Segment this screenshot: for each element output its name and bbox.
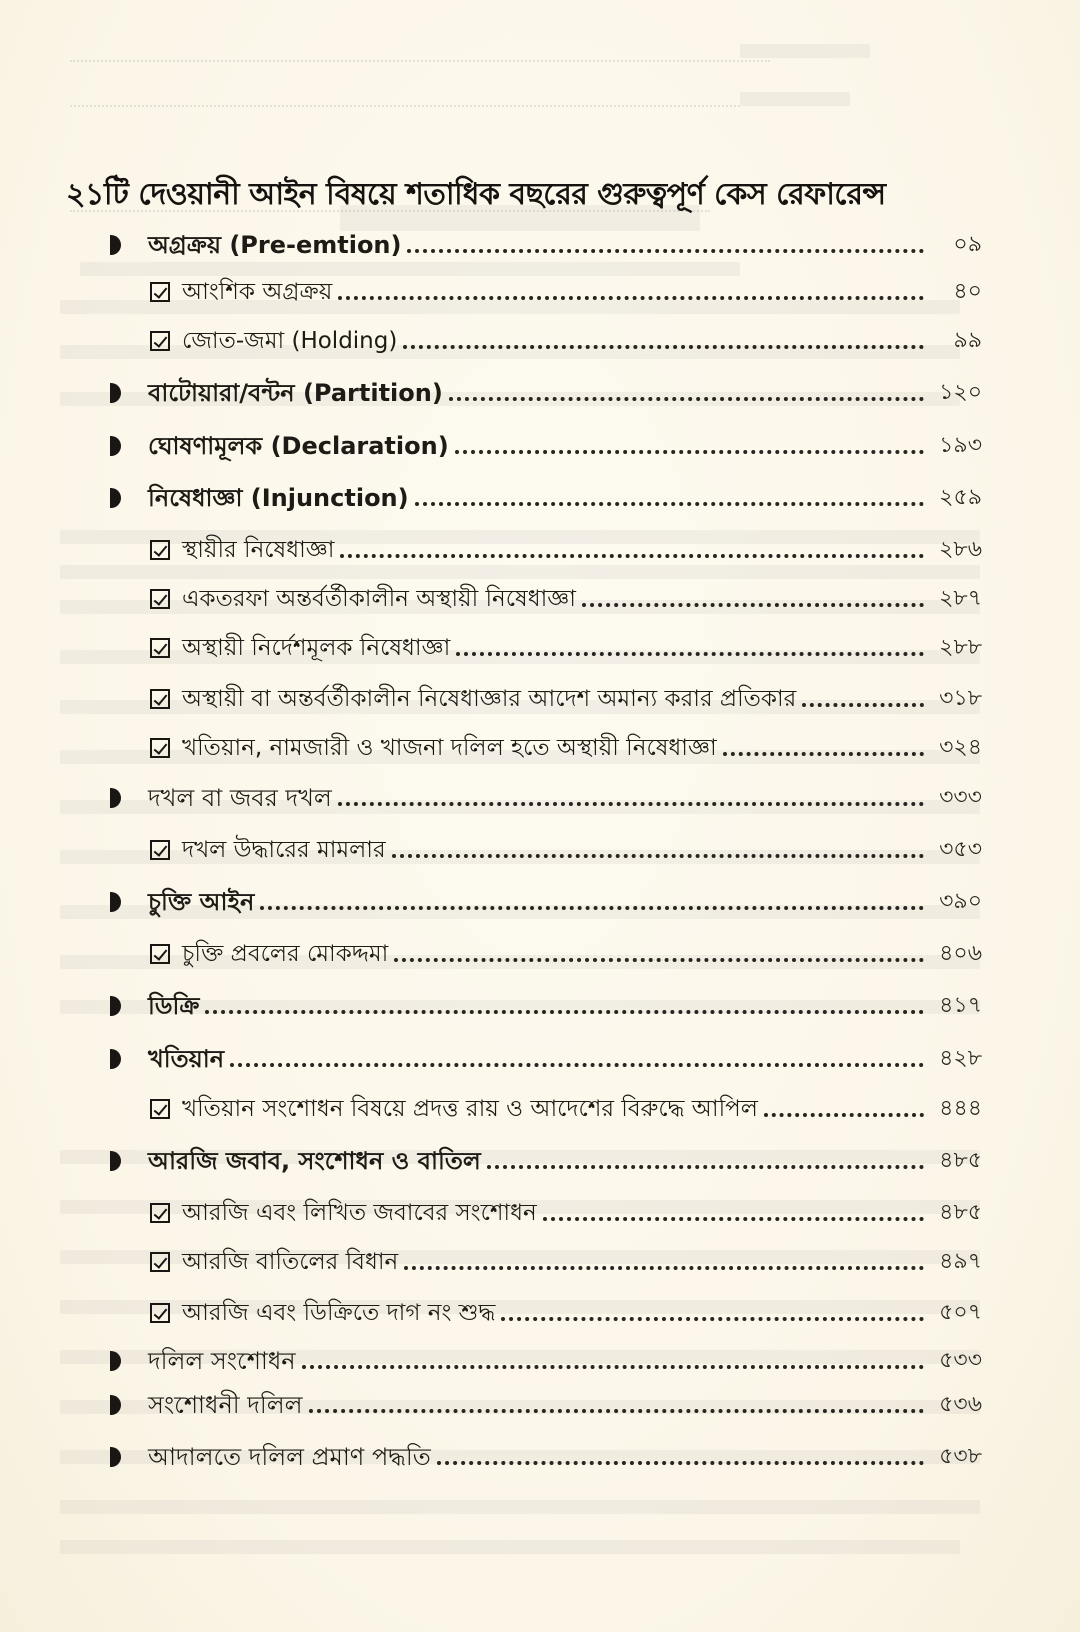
toc-chapter-entry[interactable]: [110, 1382, 982, 1422]
page-number: ৫০৭: [939, 1300, 982, 1325]
toc-subsection-entry[interactable]: [110, 318, 982, 358]
dot-leader: [582, 603, 924, 607]
page-number: ৩৫৩: [939, 837, 982, 862]
page-number: ৩৩৩: [939, 785, 982, 810]
page-number: ৫৩৮: [939, 1444, 982, 1469]
page-number: ২৫৯: [939, 485, 982, 510]
entry-marker: [110, 1344, 148, 1378]
page-number: ১৯৩: [939, 433, 982, 458]
toc-subsection-entry[interactable]: [110, 576, 982, 616]
dot-leader: [230, 1063, 924, 1067]
toc-subsection-entry[interactable]: [110, 1086, 982, 1126]
toc-chapter-entry[interactable]: [110, 370, 982, 410]
toc-subsection-entry[interactable]: [110, 725, 982, 765]
dot-leader: [392, 854, 924, 858]
toc-subsection-entry[interactable]: [110, 1239, 982, 1279]
toc-subsection-entry[interactable]: [110, 527, 982, 567]
page-number: ৪১৭: [939, 993, 982, 1018]
bullet-icon: [110, 436, 121, 456]
page-number: ৪০: [953, 279, 982, 304]
dot-leader: [501, 1317, 924, 1321]
entry-marker: [110, 376, 148, 410]
dot-leader: [403, 345, 924, 349]
toc-chapter-entry[interactable]: [110, 423, 982, 463]
dot-leader: [340, 554, 924, 558]
bullet-icon: [110, 235, 121, 255]
toc-subsection-entry[interactable]: [110, 269, 982, 309]
entry-marker: [110, 481, 148, 515]
dot-leader: [543, 1217, 924, 1221]
page-number: ২৮৬: [939, 537, 982, 562]
entry-label: চুক্তি আইন: [148, 888, 255, 916]
entry-label: স্থায়ীর নিষেধাজ্ঞা: [182, 537, 335, 563]
page-number: ০৯: [953, 232, 982, 257]
bullet-icon: [110, 1351, 121, 1371]
entry-label: অগ্রক্রয় (Pre-emtion): [148, 231, 402, 259]
dot-leader: [394, 958, 924, 962]
dot-leader: [407, 249, 924, 253]
entry-label: দখল বা জবর দখল: [148, 784, 332, 812]
toc-subsection-entry[interactable]: [110, 1190, 982, 1230]
dot-leader: [338, 296, 924, 300]
bullet-icon: [110, 383, 121, 403]
checkbox-icon: [150, 1203, 170, 1223]
entry-marker: [110, 429, 148, 463]
bullet-icon: [110, 1395, 121, 1415]
entry-label: আরজি এবং লিখিত জবাবের সংশোধন: [182, 1200, 537, 1226]
checkbox-icon: [150, 589, 170, 609]
dot-leader: [415, 502, 924, 506]
toc-chapter-entry[interactable]: [110, 1434, 982, 1474]
bullet-icon: [110, 1447, 121, 1467]
dot-leader: [302, 1365, 924, 1369]
entry-marker: [110, 989, 148, 1023]
entry-label: আদালতে দলিল প্রমাণ পদ্ধতি: [148, 1443, 431, 1471]
page-number: ৫৩৬: [939, 1392, 982, 1417]
toc-chapter-entry[interactable]: [110, 879, 982, 919]
toc-chapter-entry[interactable]: [110, 1338, 982, 1378]
toc-chapter-entry[interactable]: [110, 475, 982, 515]
checkbox-icon: [150, 840, 170, 860]
entry-label: চুক্তি প্রবলের মোকদ্দমা: [182, 941, 389, 967]
entry-label: আংশিক অগ্রক্রয়: [182, 279, 333, 305]
entry-label: খতিয়ান: [148, 1045, 225, 1073]
dot-leader: [449, 397, 924, 401]
page-number: ৪৮৫: [939, 1200, 982, 1225]
toc-chapter-entry[interactable]: [110, 775, 982, 815]
toc-chapter-entry[interactable]: [110, 222, 982, 262]
checkbox-icon: [150, 1303, 170, 1323]
page-number: ২৮৮: [939, 635, 982, 660]
dot-leader: [338, 802, 924, 806]
entry-marker: [110, 1440, 148, 1474]
toc-subsection-entry[interactable]: [110, 676, 982, 716]
page-number: ৯৯: [953, 328, 982, 353]
dot-leader: [205, 1010, 924, 1014]
entry-label: একতরফা অন্তর্বর্তীকালীন অস্থায়ী নিষেধাজ্ঞা: [182, 586, 576, 612]
dot-leader: [404, 1266, 924, 1270]
bullet-icon: [110, 1151, 121, 1171]
entry-label: অস্থায়ী নির্দেশমূলক নিষেধাজ্ঞা: [182, 635, 451, 661]
page-number: ৩১৮: [939, 686, 982, 711]
entry-label: আরজি বাতিলের বিধান: [182, 1249, 399, 1275]
page-number: ৪২৮: [939, 1046, 982, 1071]
page-number: ৫৩৩: [939, 1348, 982, 1373]
bullet-icon: [110, 996, 121, 1016]
checkbox-icon: [150, 738, 170, 758]
page-number: ৩৯০: [939, 889, 982, 914]
dot-leader: [456, 652, 924, 656]
toc-subsection-entry[interactable]: [110, 931, 982, 971]
bullet-icon: [110, 1049, 121, 1069]
checkbox-icon: [150, 689, 170, 709]
toc-chapter-entry[interactable]: [110, 1138, 982, 1178]
bullet-icon: [110, 892, 121, 912]
entry-marker: [110, 781, 148, 815]
checkbox-icon: [150, 638, 170, 658]
page-number: ৩২৪: [939, 735, 982, 760]
entry-marker: [110, 1144, 148, 1178]
entry-label: খতিয়ান, নামজারী ও খাজনা দলিল হতে অস্থায়ী নিষেধাজ্ঞা: [182, 735, 717, 761]
entry-label: অস্থায়ী বা অন্তর্বর্তীকালীন নিষেধাজ্ঞার আদেশ অমান্য করার প্রতিকার: [182, 686, 797, 712]
bullet-icon: [110, 788, 121, 808]
toc-subsection-entry[interactable]: [110, 1290, 982, 1330]
entry-marker: [110, 885, 148, 919]
entry-label: আরজি জবাব, সংশোধন ও বাতিল: [148, 1147, 481, 1175]
toc-chapter-entry[interactable]: [110, 1036, 982, 1076]
dot-leader: [723, 752, 924, 756]
entry-label: আরজি এবং ডিক্রিতে দাগ নং শুদ্ধ: [182, 1300, 496, 1326]
dot-leader: [309, 1409, 924, 1413]
checkbox-icon: [150, 331, 170, 351]
dot-leader: [487, 1165, 924, 1169]
toc-subsection-entry[interactable]: [110, 827, 982, 867]
checkbox-icon: [150, 1252, 170, 1272]
dot-leader: [260, 906, 924, 910]
dot-leader: [437, 1461, 924, 1465]
entry-label: জোত-জমা (Holding): [182, 328, 398, 354]
toc-subsection-entry[interactable]: [110, 625, 982, 665]
page-number: ৪৪৪: [939, 1096, 982, 1121]
dot-leader: [455, 450, 924, 454]
page-number: ৪৯৭: [939, 1249, 982, 1274]
page-number: ২৮৭: [939, 586, 982, 611]
checkbox-icon: [150, 944, 170, 964]
entry-label: দখল উদ্ধারের মামলার: [182, 837, 386, 863]
entry-label: ঘোষণামূলক (Declaration): [148, 432, 449, 460]
entry-marker: [110, 228, 148, 262]
entry-label: ডিক্রি: [148, 992, 200, 1020]
entry-label: সংশোধনী দলিল: [148, 1391, 303, 1419]
entry-marker: [110, 1388, 148, 1422]
checkbox-icon: [150, 282, 170, 302]
entry-label: খতিয়ান সংশোধন বিষয়ে প্রদত্ত রায় ও আদেশের বিরুদ্ধে আপিল: [182, 1096, 758, 1122]
checkbox-icon: [150, 540, 170, 560]
checkbox-icon: [150, 1099, 170, 1119]
page-number: ৪০৬: [939, 941, 982, 966]
entry-marker: [110, 1042, 148, 1076]
dot-leader: [764, 1113, 924, 1117]
page-number: ৪৮৫: [939, 1148, 982, 1173]
entry-label: বাটোয়ারা/বন্টন (Partition): [148, 379, 443, 407]
dot-leader: [802, 703, 924, 707]
toc-chapter-entry[interactable]: [110, 983, 982, 1023]
bullet-icon: [110, 488, 121, 508]
entry-label: দলিল সংশোধন: [148, 1347, 296, 1375]
page-number: ১২০: [939, 380, 982, 405]
page-title: ২১টি দেওয়ানী আইন বিষয়ে শতাধিক বছরের গুরুত্বপূর্ণ কেস রেফারেন্স: [66, 177, 886, 213]
entry-label: নিষেধাজ্ঞা (Injunction): [148, 484, 409, 512]
